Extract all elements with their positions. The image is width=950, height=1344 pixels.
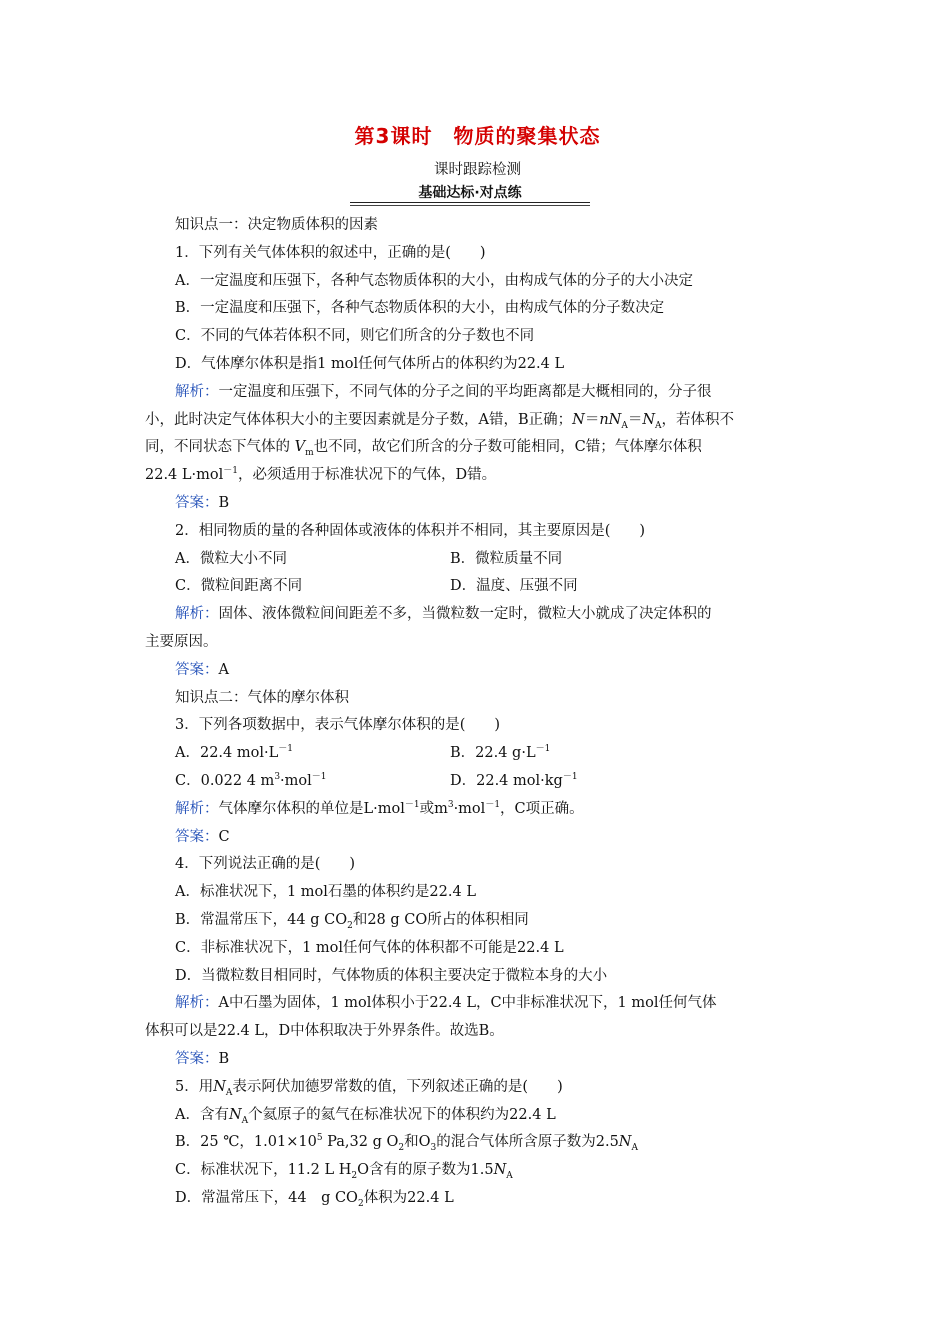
question-2-answer: 答案：A — [175, 661, 229, 678]
question-3-option-a: A．22.4 $mol\cdot L^{-1}$ — [175, 744, 293, 762]
question-4-option-c: C．非标准状况下，1 mol任何气体的体积都不可能是22.4 L — [175, 939, 564, 956]
knowledge-point-1: 知识点一：决定物质体积的因素 — [175, 217, 378, 233]
lesson-subtitle: 课时跟踪检测 — [434, 162, 521, 178]
question-4-option-b: B．常温常压下，44 g $CO_2$和28 g CO所占的体积相同 — [175, 911, 529, 931]
question-4-answer: 答案：B — [175, 1050, 230, 1067]
question-4-explanation-line-1: 解析：A中石墨为固体，1 mol体积小于22.4 L，C中非标准状况下，1 mol任何气体 — [175, 995, 717, 1012]
question-1-option-a: A．一定温度和压强下，各种气态物质体积的大小，由构成气体的分子的大小决定 — [175, 272, 693, 289]
question-5-option-a: A．含有$N_A$个氦原子的氦气在标准状况下的体积约为22.4 L — [175, 1106, 556, 1126]
question-1-answer: 答案：B — [175, 494, 230, 511]
question-1-explanation-line-1: 解析：一定温度和压强下，不同气体的分子之间的平均距离都是大概相同的，分子很 — [175, 383, 712, 400]
explanation-label: 解析： — [175, 606, 219, 623]
answer-label: 答案： — [175, 828, 219, 845]
question-1-option-b: B．一定温度和压强下，各种气态物质体积的大小，由构成气体的分子数决定 — [175, 300, 665, 317]
answer-label: 答案： — [175, 661, 219, 678]
banner-underline — [350, 202, 590, 203]
question-4-option-a: A．标准状况下，1 mol石墨的体积约是22.4 L — [175, 884, 476, 901]
question-2-stem: 2．相同物质的量的各种固体或液体的体积并不相同，其主要原因是( ) — [175, 522, 646, 539]
question-2-options-ab — [145, 546, 810, 574]
explanation-label: 解析： — [175, 383, 219, 400]
question-3-option-d: D．22.4 $mol\cdot kg^{-1}$ — [450, 772, 578, 789]
answer-label: 答案： — [175, 1050, 219, 1067]
section-banner: 基础达标·对点练 — [418, 185, 522, 201]
question-1-explanation-line-4: 22.4 L·mol$^{-1}$，必须适用于标准状况下的气体，D错。 — [145, 466, 497, 484]
question-5-option-b: B．25 ℃，$1.01\times 10^5$ Pa,32 g $O_2$和$O_3$的混合气体所含原子数为$2.5N_A$ — [175, 1133, 638, 1154]
explanation-label: 解析： — [175, 995, 219, 1012]
explanation-label: 解析： — [175, 800, 219, 817]
question-2-option-a: A．微粒大小不同 — [175, 550, 287, 567]
question-3-options-cd — [145, 768, 810, 796]
question-2-option-d: D．温度、压强不同 — [450, 578, 578, 595]
question-1-stem: 1．下列有关气体体积的叙述中，正确的是( ) — [175, 244, 486, 261]
banner-underline-thin — [350, 205, 590, 206]
question-3-explanation: 解析：气体摩尔体积的单位是L·mol$^{-1}$或$m^3\cdot mol^{-1}$，C项正确。 — [175, 799, 584, 817]
question-1-option-d: D．气体摩尔体积是指1 mol任何气体所占的体积约为22.4 L — [175, 355, 565, 372]
knowledge-point-2: 知识点二：气体的摩尔体积 — [175, 689, 349, 706]
question-3-stem: 3．下列各项数据中，表示气体摩尔体积的是( ) — [175, 717, 501, 734]
lesson-title: 第3课时 物质的聚集状态 — [354, 124, 601, 148]
question-1-explanation-line-3: 同，不同状态下气体的 $V_m$也不同，故它们所含的分子数可能相同，C错；气体摩尔体积 — [145, 439, 702, 459]
question-4-option-d: D．当微粒数目相同时，气体物质的体积主要决定于微粒本身的大小 — [175, 967, 608, 984]
question-5-stem: 5．用$N_A$表示阿伏加德罗常数的值，下列叙述正确的是( ) — [175, 1078, 563, 1098]
question-2-option-c: C．微粒间距离不同 — [175, 578, 303, 595]
document-body — [145, 212, 810, 1213]
question-3-option-c: C．0.022 4 $m^3\cdot mol^{-1}$ — [175, 772, 327, 789]
question-3-answer: 答案：C — [175, 828, 230, 845]
question-4-stem: 4．下列说法正确的是( ) — [175, 856, 356, 873]
question-5-option-d: D．常温常压下，44 g $CO_2$体积为22.4 L — [175, 1189, 454, 1209]
question-1-option-c: C．不同的气体若体积不同，则它们所含的分子数也不同 — [175, 328, 535, 345]
question-2-explanation-line-2: 主要原因。 — [145, 633, 218, 650]
question-2-option-b: B．微粒质量不同 — [450, 550, 563, 567]
question-4-explanation-line-2: 体积可以是22.4 L，D中体积取决于外界条件。故选B。 — [145, 1023, 504, 1040]
question-2-explanation-line-1: 解析：固体、液体微粒间间距差不多，当微粒数一定时，微粒大小就成了决定体积的 — [175, 606, 712, 623]
question-5-option-c: C．标准状况下，11.2 L $H_2O$含有的原子数为$1.5N_A$ — [175, 1162, 513, 1181]
question-2-options-cd — [145, 573, 810, 601]
answer-label: 答案： — [175, 494, 219, 511]
question-3-option-b: B．22.4 $g\cdot L^{-1}$ — [450, 744, 551, 762]
question-1-explanation-line-2: 小，此时决定气体体积大小的主要因素就是分子数，A错，B正确；$N=nN_A=N_A$，若体积不 — [145, 411, 735, 431]
question-3-options-ab — [145, 740, 810, 768]
